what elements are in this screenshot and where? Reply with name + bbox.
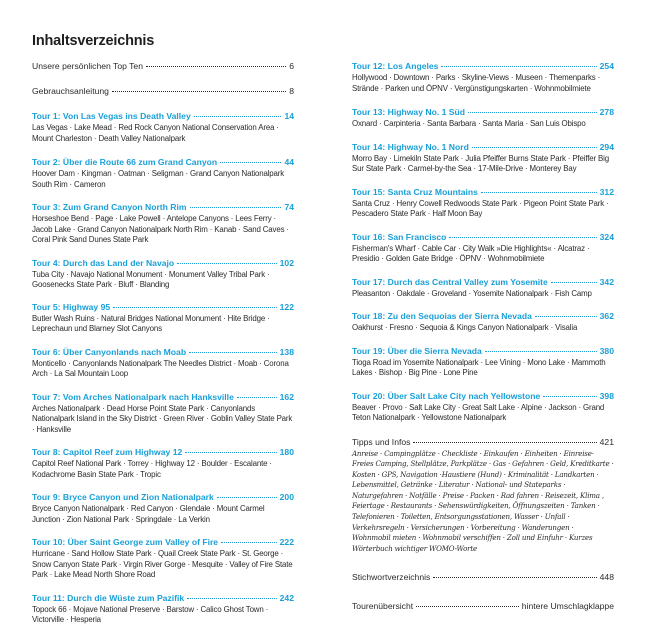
toc-entry-heading <box>32 446 294 458</box>
dot-leader <box>217 497 277 498</box>
toc-entry-title: Tourenübersicht <box>352 601 414 612</box>
toc-tour-entry <box>32 592 294 626</box>
toc-entry-heading <box>352 141 614 153</box>
toc-right-column <box>352 60 614 612</box>
toc-page-number: 122 <box>279 301 294 312</box>
toc-entry-description: Morro Bay · Limekiln State Park · Julia Pfeiffer Burns State Park · Pfeiffer Big Sur State Park · Carmel-by-the Sea · 17-Mile-Drive · Monterey Bay <box>352 153 609 173</box>
toc-tour-entry <box>352 141 614 175</box>
toc-entry-description: Hoover Dam · Kingman · Oatman · Seligman · Grand Canyon Nationalpark South Rim · Cameron <box>32 169 285 189</box>
toc-tour-entry <box>352 345 614 379</box>
dot-leader <box>112 91 286 92</box>
toc-left-column <box>32 60 294 626</box>
toc-page-number: 362 <box>599 311 614 321</box>
toc-entry-heading <box>352 106 614 118</box>
toc-entry-heading <box>352 231 614 243</box>
toc-tour-entry <box>32 536 294 581</box>
toc-entry-title: Tour 15: Santa Cruz Mountains <box>352 186 478 197</box>
toc-entry-title: Stichwortverzeichnis <box>352 572 431 583</box>
dot-leader <box>441 66 596 67</box>
toc-page-number: 242 <box>279 592 294 603</box>
toc-entry-description: Butler Wash Ruins · Natural Bridges National Monument · Hite Bridge · Leprechaun und Blarney Slot Canyons <box>32 313 270 333</box>
toc-entry-description: Oxnard · Carpinteria · Santa Barbara · Santa Maria · San Luis Obispo <box>352 119 586 128</box>
toc-entry-description: Topock 66 · Mojave National Preserve · Barstow · Calico Ghost Town · Victorville · Hesperia <box>32 604 269 624</box>
toc-page-number: 324 <box>599 231 614 242</box>
toc-entry-heading <box>32 491 294 503</box>
dot-leader <box>485 351 597 352</box>
dot-leader <box>481 192 597 193</box>
dot-leader <box>551 282 597 283</box>
toc-entry-title: Tour 6: Über Canyonlands nach Moab <box>32 346 187 357</box>
toc-entry-heading <box>352 310 614 322</box>
toc-entry-heading <box>32 201 294 213</box>
toc-entry-description: Capitol Reef National Park · Torrey · Highway 12 · Boulder · Escalante · Kodachrome Basin State Park · Tropic <box>32 459 272 479</box>
toc-entry-heading <box>32 156 294 168</box>
toc-entry-description: Santa Cruz · Henry Cowell Redwoods State Park · Pigeon Point State Park · Pescadero State Park · Half Moon Bay <box>352 198 609 218</box>
toc-page-number: hintere Umschlagklappe <box>521 601 614 612</box>
toc-entry <box>32 60 294 72</box>
toc-entry-description: Oakhurst · Fresno · Sequoia & Kings Canyon Nationalpark · Visalia <box>352 323 578 332</box>
toc-page-number: 278 <box>599 107 614 117</box>
toc-entry-title: Tour 18: Zu den Sequoias der Sierra Nevada <box>352 311 532 321</box>
toc-entry <box>352 571 614 583</box>
dot-leader <box>190 207 282 208</box>
toc-entry-heading <box>32 257 294 269</box>
toc-entry-heading <box>352 390 614 402</box>
toc-entry-title: Tour 9: Bryce Canyon und Zion Nationalpark <box>32 492 214 502</box>
toc-entry-description: Hurricane · Sand Hollow State Park · Quail Creek State Park · St. George · Snow Canyon State Park · Virgin River Gorge · Mesquite · Valley of Fire State Park · Lake Mead North Shore Road <box>32 549 293 579</box>
toc-entry <box>32 85 294 97</box>
toc-entry-description: Beaver · Provo · Salt Lake City · Great Salt Lake · Alpine · Jackson · Grand Teton Nationalpark · Yellowstone Nationalpark <box>352 402 605 422</box>
toc-entry-description: Pleasanton · Oakdale · Groveland · Yosemite Nationalpark · Fish Camp <box>352 288 592 298</box>
toc-entry <box>352 600 614 612</box>
toc-entry-heading <box>352 276 614 288</box>
toc-entry-description: Las Vegas · Lake Mead · Red Rock Canyon National Conservation Area · Mount Charleston · Death Valley Nationalpark <box>32 123 279 143</box>
toc-entry-heading <box>32 60 294 72</box>
dot-leader <box>146 66 286 67</box>
dot-leader <box>413 442 596 443</box>
toc-entry-description: Arches Nationalpark · Dead Horse Point State Park · Canyonlands Nationalpark Island in the Sky District · Green River · Goblin Valley State Park · Hanksville <box>32 403 293 434</box>
toc-page-number: 102 <box>279 257 294 268</box>
dot-leader <box>220 162 281 163</box>
toc-page-number: 222 <box>279 537 294 547</box>
toc-page-number: 448 <box>599 572 614 583</box>
toc-tour-entry <box>352 60 614 94</box>
toc-page-number: 421 <box>599 436 614 447</box>
toc-entry-title: Unsere persönlichen Top Ten <box>32 61 143 71</box>
dot-leader <box>113 307 277 308</box>
toc-entry-description: Tioga Road im Yosemite Nationalpark · Lee Vining · Mono Lake · Mammoth Lakes · Bishop · Big Pine · Lone Pine <box>352 357 606 377</box>
toc-entry-title: Tour 3: Zum Grand Canyon North Rim <box>32 202 187 212</box>
toc-entry-title: Tour 19: Über die Sierra Nevada <box>352 345 482 356</box>
toc-page-number: 138 <box>279 346 294 357</box>
toc-tour-entry <box>352 390 614 424</box>
toc-entry-heading <box>32 346 294 358</box>
toc-entry-title: Tour 16: San Francisco <box>352 231 447 242</box>
toc-entry-title: Tour 7: Vom Arches Nationalpark nach Hanksville <box>32 391 234 402</box>
toc-entry-heading <box>32 85 294 97</box>
toc-page-number: 398 <box>599 390 614 401</box>
toc-entry-heading <box>32 592 294 604</box>
dot-leader <box>189 352 277 353</box>
toc-entry-title: Tour 8: Capitol Reef zum Highway 12 <box>32 447 183 457</box>
toc-entry-heading <box>352 600 614 612</box>
dot-leader <box>194 116 282 117</box>
toc-entry-heading <box>32 391 294 403</box>
toc-entry-description: Hollywood · Downtown · Parks · Skyline-Views · Museen · Themenparks · Strände · Parken und ÖPNV · Vergünstigungskarten · Wohnmobilmiete <box>352 73 601 93</box>
toc-page-number: 342 <box>599 276 614 287</box>
toc-entry-title: Tour 10: Über Saint George zum Valley of Fire <box>32 537 219 547</box>
dot-leader <box>468 112 597 113</box>
toc-page-number: 44 <box>284 157 294 167</box>
toc-entry-description: Anreise · Campingplätze · Checkliste · Einkaufen · Einheiten · Einreise· Freies Camping, Stellplätze, Parkplätze · Gas · Gefahren · Geld, Kreditkarte · Kosten · GPS, Navigation ·Haustiere (Hund) · Kriminalität · Landkarten · Lebensmittel, Getränke · Literatur · National- und Stateparks · Naturgefahren · Notfälle · Preise · Packen · Rad fahren · Reisezeit, Klima , Feiertage · Restaurants · Sehenswürdigkeiten, Öffnungszeiten · Tanken · Telefonieren · Toiletten, Entsorgungsstationen, Wasser · Unfall · Verkehrsregeln · Versicherungen · Vorbereitung · Wanderungen · Wohnmobil mieten · Wohnmobil verschiffen · Zoll und Einfuhr · Kurzes Wörterbuch wichtiger WOMO-Worte <box>352 448 614 553</box>
toc-entry-heading <box>32 301 294 313</box>
toc-tour-entry <box>352 310 614 334</box>
dot-leader <box>472 147 597 148</box>
toc-page-number: 380 <box>599 345 614 356</box>
toc-entry-title: Tour 17: Durch das Central Valley zum Yosemite <box>352 276 548 287</box>
toc-page-number: 254 <box>599 61 614 71</box>
dot-leader <box>187 598 276 599</box>
toc-entry-heading <box>352 60 614 72</box>
dot-leader <box>449 237 596 238</box>
dot-leader <box>177 263 277 264</box>
toc-entry-title: Tipps und Infos <box>352 436 411 447</box>
toc-entry-title: Tour 20: Über Salt Lake City nach Yellowstone <box>352 390 541 401</box>
toc-page-number: 200 <box>279 492 294 502</box>
toc-entry-description: Tuba City · Navajo National Monument · Monument Valley Tribal Park · Goosenecks State Park · Bluff · Blanding <box>32 269 270 289</box>
toc-tour-entry <box>352 106 614 130</box>
toc-tour-entry <box>32 301 294 335</box>
toc-entry-description: Bryce Canyon Nationalpark · Red Canyon · Glendale · Mount Carmel Junction · Zion National Park · Springdale · La Verkin <box>32 504 265 524</box>
toc-entry-title: Gebrauchsanleitung <box>32 86 109 96</box>
toc-entry-heading <box>352 571 614 583</box>
toc-entry-heading <box>32 536 294 548</box>
dot-leader <box>416 606 519 607</box>
toc-entry-title: Tour 5: Highway 95 <box>32 301 111 312</box>
toc-page-number: 294 <box>599 141 614 152</box>
toc-entry-title: Tour 13: Highway No. 1 Süd <box>352 107 466 117</box>
dot-leader <box>185 452 276 453</box>
toc-entry-heading <box>352 436 614 448</box>
dot-leader <box>237 397 277 398</box>
toc-tour-entry <box>32 156 294 190</box>
dot-leader <box>535 316 597 317</box>
toc-entry-title: Tour 14: Highway No. 1 Nord <box>352 141 469 152</box>
toc-tour-entry <box>32 446 294 480</box>
toc-tour-entry <box>32 346 294 380</box>
toc-page-number: 162 <box>279 391 294 402</box>
dot-leader <box>433 577 596 578</box>
toc-page-number: 8 <box>289 86 294 96</box>
toc-entry-description: Horseshoe Bend · Page · Lake Powell · Antelope Canyons · Lees Ferry · Jacob Lake · Grand Canyon Nationalpark North Rim · Kanab · Sand Caves · Coral Pink Sand Dunes State Park <box>32 214 289 244</box>
toc-entry-heading <box>352 345 614 357</box>
toc-entry-description: Monticello · Canyonlands Nationalpark The Needles District · Moab · Corona Arch · La Sal Mountain Loop <box>32 358 289 378</box>
toc-page-number: 312 <box>599 186 614 197</box>
toc-page-number: 14 <box>284 111 294 121</box>
toc-entry-heading <box>352 186 614 198</box>
toc-entry-title: Tour 4: Durch das Land der Navajo <box>32 257 175 268</box>
dot-leader <box>543 396 596 397</box>
toc-entry-description: Fisherman's Wharf · Cable Car · City Walk »Die Highlights« · Alcatraz · Presidio · Golden Gate Bridge · ÖPNV · Wohnmobilmiete <box>352 243 590 263</box>
toc-page-number: 6 <box>289 61 294 71</box>
toc-tour-entry <box>352 186 614 220</box>
toc-tour-entry <box>32 391 294 436</box>
page-title: Inhaltsverzeichnis <box>32 33 155 49</box>
toc-tour-entry <box>352 231 614 265</box>
toc-page-number: 180 <box>279 447 294 457</box>
toc-tour-entry <box>352 276 614 300</box>
toc-tour-entry <box>32 257 294 291</box>
toc-tour-entry <box>32 201 294 246</box>
toc-tour-entry <box>32 491 294 525</box>
dot-leader <box>221 542 277 543</box>
toc-entry-title: Tour 12: Los Angeles <box>352 61 439 71</box>
toc-tour-entry <box>32 110 294 144</box>
toc-page-number: 74 <box>284 202 294 212</box>
toc-entry-title: Tour 11: Durch die Wüste zum Pazifik <box>32 592 185 603</box>
toc-entry <box>352 436 614 555</box>
toc-entry-heading <box>32 110 294 122</box>
toc-entry-title: Tour 1: Von Las Vegas ins Death Valley <box>32 111 191 121</box>
toc-entry-title: Tour 2: Über die Route 66 zum Grand Canyon <box>32 157 218 167</box>
